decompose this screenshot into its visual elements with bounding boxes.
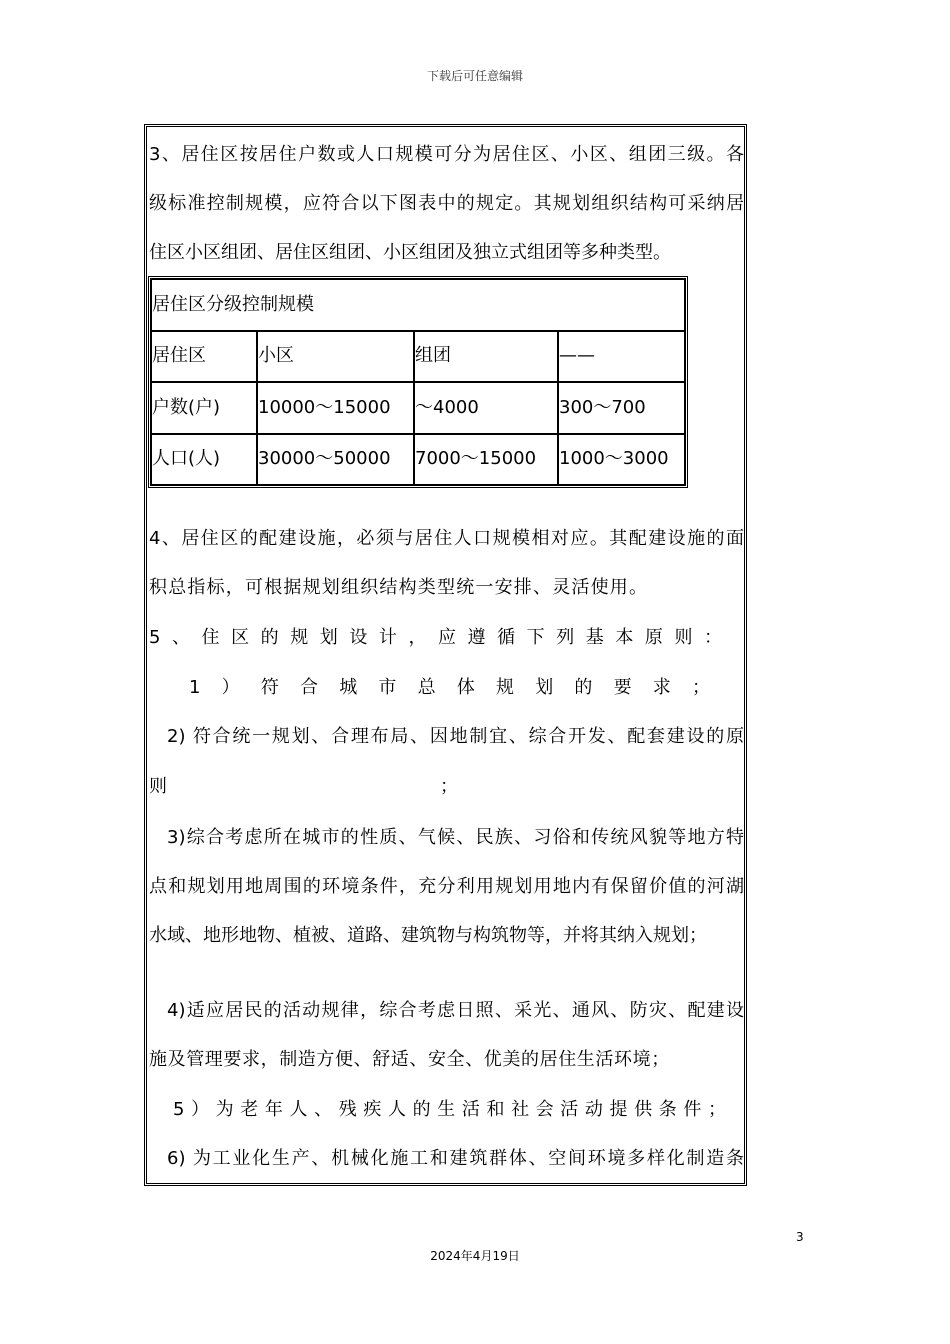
principle-3-line-2: 点和规划用地周围的环境条件，充分利用规划用地内有保留价值的河湖 <box>149 876 744 897</box>
table-row <box>151 382 685 434</box>
table-title: 居住区分级控制规模 <box>151 279 685 331</box>
section5-heading: 5、住区的规划设计，应遵循下列基本原则： <box>149 627 722 648</box>
section3-line-3: 住区小区组团、居住区组团、小区组团及独立式组团等多种类型。 <box>149 242 671 263</box>
page-number: 3 <box>796 1230 804 1244</box>
section3-line-1: 3、居住区按居住户数或人口规模可分为居住区、小区、组团三级。各 <box>149 144 744 165</box>
section3-line-2: 级标准控制规模，应符合以下图表中的规定。其规划组织结构可采纳居 <box>149 193 744 214</box>
principle-5: 5）为老年人、残疾人的生活和社会活动提供条件； <box>173 1099 726 1120</box>
table-cell: 300～700 <box>558 382 685 434</box>
principle-4-line-1: 4)适应居民的活动规律，综合考虑日照、采光、通风、防灾、配建设 <box>167 1000 744 1021</box>
scale-control-table <box>148 276 688 488</box>
principle-1: 1）符合城市总体规划的要求； <box>189 677 710 698</box>
table-cell: ～4000 <box>414 382 558 434</box>
section4-line-2: 积总指标，可根据规划组织结构类型统一安排、灵活使用。 <box>149 577 649 598</box>
section4-line-1: 4、居住区的配建设施，必须与居住人口规模相对应。其配建设施的面 <box>149 528 744 549</box>
table-cell: —— <box>558 331 685 383</box>
table-row <box>151 331 685 383</box>
page-header: 下载后可任意编辑 <box>426 69 523 83</box>
table-cell: 人口(人) <box>151 434 257 486</box>
table-cell: 7000～15000 <box>414 434 558 486</box>
principle-3-line-1: 3)综合考虑所在城市的性质、气候、民族、习俗和传统风貌等地方特 <box>167 827 744 848</box>
principle-2-line-2-start: 则 <box>149 776 167 797</box>
principle-2-line-2-end: ； <box>440 776 458 797</box>
table-cell: 组团 <box>414 331 558 383</box>
principle-4-line-2: 施及管理要求，制造方便、舒适、安全、优美的居住生活环境； <box>149 1049 670 1070</box>
principle-6-line-1: 6) 为工业化生产、机械化施工和建筑群体、空间环境多样化制造条 <box>167 1148 744 1169</box>
principle-2-line-1: 2) 符合统一规划、合理布局、因地制宜、综合开发、配套建设的原 <box>167 726 744 747</box>
table-cell: 30000～50000 <box>257 434 414 486</box>
table-cell: 1000～3000 <box>558 434 685 486</box>
table-cell: 居住区 <box>151 331 257 383</box>
table-cell: 户数(户) <box>151 382 257 434</box>
content-frame <box>144 124 747 1186</box>
table-title-row <box>151 279 685 331</box>
table-cell: 小区 <box>257 331 414 383</box>
principle-3-line-3: 水域、地形地物、植被、道路、建筑物与构筑物等，并将其纳入规划； <box>149 925 707 946</box>
table-row <box>151 434 685 486</box>
table-cell: 10000～15000 <box>257 382 414 434</box>
footer-date: 2024年4月19日 <box>430 1249 520 1263</box>
